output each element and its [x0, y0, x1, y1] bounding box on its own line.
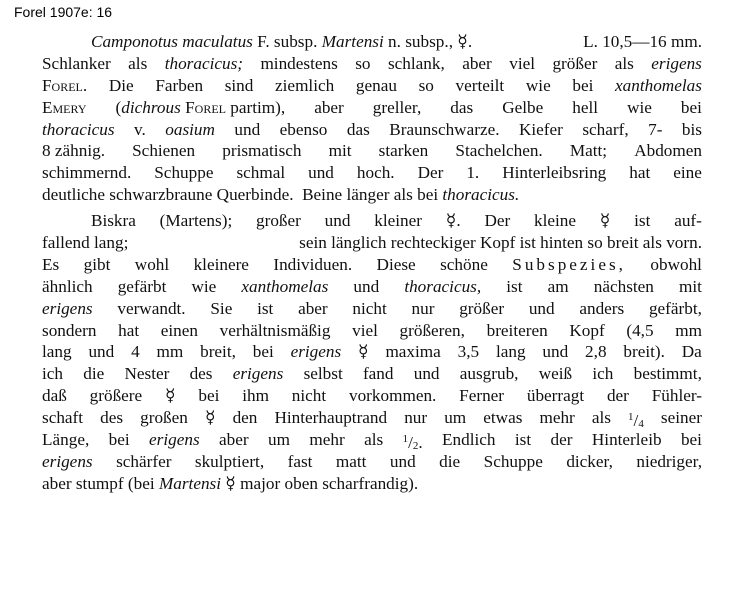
- text-line: thoracicus v. oasium und ebenso das Braunschwarze. Kiefer scharf, 7- bis: [42, 119, 702, 139]
- text-line: Emery (dichrous Forel partim), aber greller, das Gelbe hell wie bei: [42, 97, 702, 117]
- text-line: erigens schärfer skulptiert, fast matt und die Schuppe dicker, niedriger,: [42, 451, 702, 471]
- text-line: ähnlich gefärbt wie xanthomelas und thoracicus, ist am nächsten mit: [42, 276, 702, 296]
- page-header: Forel 1907e: 16: [14, 4, 113, 20]
- text-line: Schlanker als thoracicus; mindestens so schlank, aber viel größer als erigens: [42, 53, 702, 73]
- document-body: [42, 31, 702, 495]
- text-line: 8 zähnig. Schienen prismatisch mit starken Stachelchen. Matt; Abdomen: [42, 141, 702, 161]
- text-line: ich die Nester des erigens selbst fand und ausgrub, weiß ich bestimmt,: [42, 364, 702, 384]
- text-line: lang und 4 mm breit, bei erigens ☿ maxima 3,5 lang und 2,8 breit). Da: [42, 342, 702, 362]
- text-line: Camponotus maculatus F. subsp. Martensi n. subsp., ☿. L. 10,5—16 mm.: [91, 32, 702, 51]
- text-line: Es gibt wohl kleinere Individuen. Diese schöne Subspezies, obwohl: [42, 254, 702, 274]
- text-line: erigens verwandt. Sie ist aber nicht nur größer und anders gefärbt,: [42, 298, 702, 318]
- paragraph: [42, 31, 702, 206]
- text-line: schaft des großen ☿ den Hinterhauptrand nur um etwas mehr als $^1$/4 seiner: [42, 408, 702, 431]
- text-line: fallend lang; sein länglich rechteckiger Kopf ist hinten so breit als vorn.: [42, 233, 702, 253]
- text-line: Länge, bei erigens aber um mehr als $^1$/2. Endlich ist der Hinterleib bei: [42, 430, 702, 453]
- paragraph: [42, 210, 702, 495]
- text-line: deutliche schwarzbraune Querbinde. Beine länger als bei thoracicus.: [42, 185, 520, 205]
- text-line: Biskra (Martens); großer und kleiner ☿. Der kleine ☿ ist auf-: [91, 211, 702, 231]
- text-line: schimmernd. Schuppe schmal und hoch. Der 1. Hinterleibsring hat eine: [42, 163, 702, 183]
- text-line: daß größere ☿ bei ihm nicht vorkommen. Ferner überragt der Fühler-: [42, 386, 702, 406]
- text-line: Forel. Die Farben sind ziemlich genau so verteilt wie bei xanthomelas: [42, 75, 702, 95]
- text-line: aber stumpf (bei Martensi ☿ major oben scharfrandig).: [42, 473, 419, 493]
- text-line: sondern hat einen verhältnismäßig viel größeren, breiteren Kopf (4,5 mm: [42, 320, 702, 340]
